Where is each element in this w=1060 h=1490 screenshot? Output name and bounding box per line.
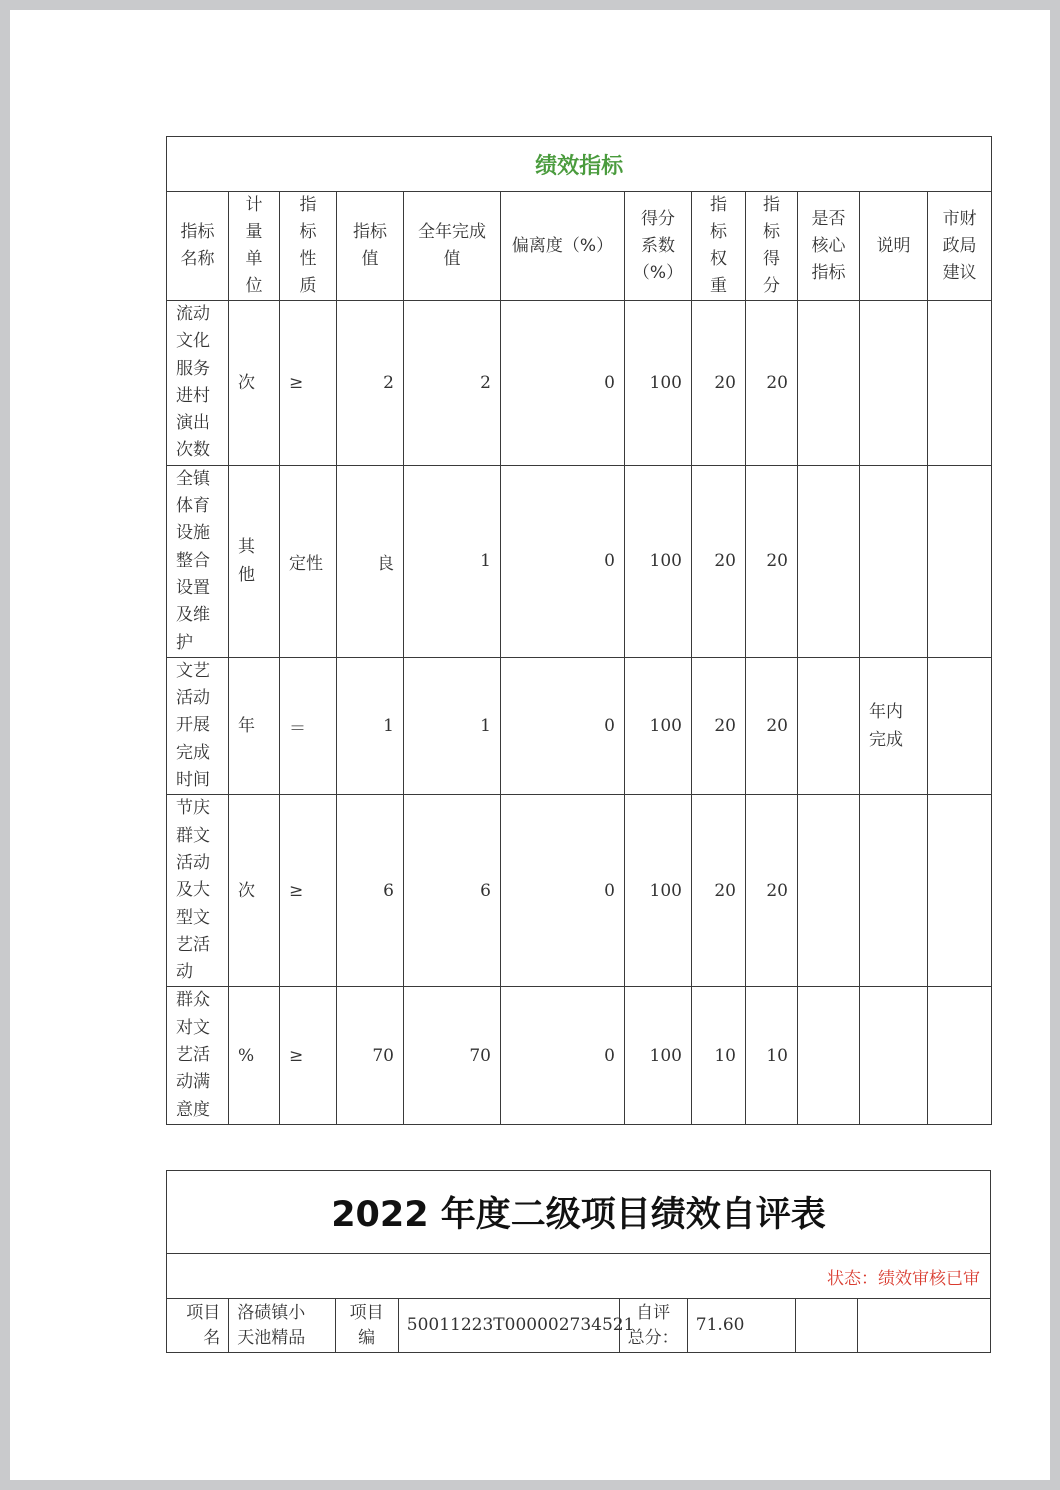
target-cell: 良	[337, 465, 404, 657]
header-actual: 全年完成 值	[404, 192, 501, 301]
table-header-row	[167, 192, 992, 301]
deviation-cell: 0	[501, 301, 625, 466]
deviation-cell: 0	[501, 465, 625, 657]
indicator-name-cell: 节庆 群文 活动 及大 型文 艺活 动	[167, 795, 229, 987]
advice-cell	[928, 465, 992, 657]
score-cell: 20	[746, 465, 798, 657]
self-evaluation-table	[166, 1170, 991, 1353]
header-note: 说明	[860, 192, 928, 301]
indicator-name-cell: 流动 文化 服务 进村 演出 次数	[167, 301, 229, 466]
project-code-label: 项目 编	[335, 1299, 398, 1353]
score-cell: 20	[746, 795, 798, 987]
coefficient-cell: 100	[625, 795, 692, 987]
deviation-cell: 0	[501, 795, 625, 987]
indicator-name-cell: 群众 对文 艺活 动满 意度	[167, 987, 229, 1124]
coefficient-cell: 100	[625, 657, 692, 794]
note-cell	[860, 465, 928, 657]
nature-cell: ＝	[280, 657, 337, 794]
empty-cell	[858, 1299, 991, 1353]
actual-cell: 70	[404, 987, 501, 1124]
header-nature: 指 标 性 质	[280, 192, 337, 301]
score-cell: 20	[746, 301, 798, 466]
total-score-label: 自评 总分：	[619, 1299, 687, 1353]
target-cell: 6	[337, 795, 404, 987]
header-core: 是否 核心 指标	[798, 192, 860, 301]
header-deviation: 偏离度（%）	[501, 192, 625, 301]
note-cell: 年内 完成	[860, 657, 928, 794]
deviation-cell: 0	[501, 987, 625, 1124]
document-page	[10, 10, 1050, 1480]
unit-cell: 年	[229, 657, 280, 794]
status-label: 状态：绩效审核已审	[167, 1254, 991, 1299]
weight-cell: 20	[692, 657, 746, 794]
header-advice: 市财 政局 建议	[928, 192, 992, 301]
nature-cell: ≥	[280, 301, 337, 466]
coefficient-cell: 100	[625, 301, 692, 466]
empty-cell	[796, 1299, 858, 1353]
actual-cell: 1	[404, 465, 501, 657]
table-row	[167, 987, 992, 1124]
core-cell	[798, 987, 860, 1124]
deviation-cell: 0	[501, 657, 625, 794]
weight-cell: 20	[692, 465, 746, 657]
core-cell	[798, 465, 860, 657]
form-title: 2022 年度二级项目绩效自评表	[167, 1171, 991, 1254]
core-cell	[798, 657, 860, 794]
nature-cell: ≥	[280, 795, 337, 987]
core-cell	[798, 795, 860, 987]
performance-indicator-table	[166, 136, 992, 1125]
header-coefficient: 得分 系数 （%）	[625, 192, 692, 301]
actual-cell: 2	[404, 301, 501, 466]
note-cell	[860, 795, 928, 987]
advice-cell	[928, 301, 992, 466]
header-weight: 指 标 权 重	[692, 192, 746, 301]
actual-cell: 1	[404, 657, 501, 794]
advice-cell	[928, 795, 992, 987]
header-indicator-name: 指标 名称	[167, 192, 229, 301]
target-cell: 2	[337, 301, 404, 466]
unit-cell: 其 他	[229, 465, 280, 657]
table-row	[167, 301, 992, 466]
table-row	[167, 465, 992, 657]
table-row	[167, 657, 992, 794]
performance-table-title: 绩效指标	[167, 137, 992, 192]
advice-cell	[928, 987, 992, 1124]
unit-cell: %	[229, 987, 280, 1124]
weight-cell: 10	[692, 987, 746, 1124]
nature-cell: ≥	[280, 987, 337, 1124]
score-cell: 10	[746, 987, 798, 1124]
unit-cell: 次	[229, 795, 280, 987]
indicator-name-cell: 全镇 体育 设施 整合 设置 及维 护	[167, 465, 229, 657]
header-score: 指 标 得 分	[746, 192, 798, 301]
advice-cell	[928, 657, 992, 794]
actual-cell: 6	[404, 795, 501, 987]
target-cell: 70	[337, 987, 404, 1124]
weight-cell: 20	[692, 301, 746, 466]
nature-cell: 定性	[280, 465, 337, 657]
project-name-label: 项目 名	[167, 1299, 229, 1353]
core-cell	[798, 301, 860, 466]
unit-cell: 次	[229, 301, 280, 466]
indicator-name-cell: 文艺 活动 开展 完成 时间	[167, 657, 229, 794]
table-row	[167, 795, 992, 987]
project-name-value: 洛碛镇小 天池精品	[229, 1299, 335, 1353]
note-cell	[860, 987, 928, 1124]
header-target: 指标 值	[337, 192, 404, 301]
note-cell	[860, 301, 928, 466]
total-score-value: 71.60	[687, 1299, 795, 1353]
project-code-value: 50011223T000002734521	[398, 1299, 619, 1353]
header-unit: 计 量 单 位	[229, 192, 280, 301]
weight-cell: 20	[692, 795, 746, 987]
target-cell: 1	[337, 657, 404, 794]
coefficient-cell: 100	[625, 987, 692, 1124]
score-cell: 20	[746, 657, 798, 794]
coefficient-cell: 100	[625, 465, 692, 657]
